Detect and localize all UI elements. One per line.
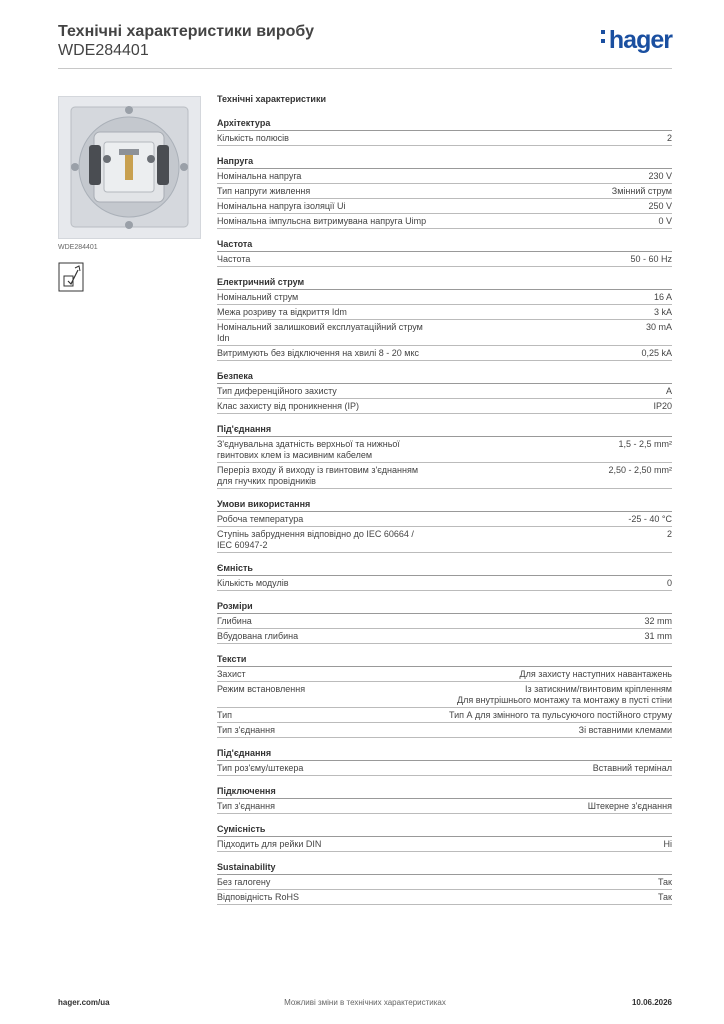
page-title: Технічні характеристики виробу [58,23,314,40]
spec-group-title: Sustainability [217,862,672,875]
spec-row [217,799,672,814]
footer-website: hager.com/ua [58,998,110,1007]
spec-group [217,156,672,229]
spec-label: Частота [217,254,251,264]
spec-value: A [665,386,672,396]
spec-group [217,601,672,644]
spec-row [217,320,672,346]
spec-label: Режим встановлення [217,684,306,694]
spec-value: 0 V [658,216,672,226]
spec-group [217,862,672,905]
spec-value: Із затискним/гвинтовим кріпленням Для внутрішнього монтажу та монтажу в пусті стіни [456,684,672,705]
footer-date: 10.06.2026 [631,998,672,1007]
spec-row [217,437,672,463]
spec-group-title: Частота [217,239,672,252]
spec-label: Ступінь забруднення відповідно до IEC 60664 / IEC 60947-2 [217,529,414,550]
spec-group-title: Розміри [217,601,672,614]
spec-row [217,169,672,184]
spec-label: Номінальний залишковий експлуатаційний струм Idn [217,322,423,343]
spec-value: 1,5 - 2,5 mm² [618,439,672,449]
spec-row [217,527,672,553]
spec-row [217,629,672,644]
spec-label: Витримують без відключення на хвилі 8 - 20 мкс [217,348,419,358]
spec-value: 32 mm [644,616,672,626]
spec-value: 2 [666,529,672,539]
spec-row [217,708,672,723]
spec-label: Тип з'єднання [217,725,275,735]
spec-label: Підходить для рейки DIN [217,839,322,849]
product-image-caption: WDE284401 [58,244,98,251]
spec-label: Кількість полюсів [217,133,289,143]
specifications-section [217,94,672,915]
spec-value: 0 [666,578,672,588]
footer-disclaimer: Можливі зміни в технічних характеристиках [284,998,446,1007]
logo-text: hager [608,26,672,54]
spec-value: 31 mm [644,631,672,641]
spec-value: Зі вставними клемами [578,725,672,735]
spec-row [217,512,672,527]
spec-value: Тип А для змінного та пульсуючого постійного струму [448,710,672,720]
spec-label: Номінальний струм [217,292,299,302]
spec-row [217,837,672,852]
spec-row [217,305,672,320]
spec-label: Тип диференційного захисту [217,386,337,396]
spec-label: Клас захисту від проникнення (IP) [217,401,360,411]
spec-row [217,723,672,738]
spec-group [217,424,672,489]
spec-label: Захист [217,669,246,679]
spec-row [217,463,672,489]
spec-row [217,614,672,629]
spec-value: Для захисту наступних навантажень [519,669,672,679]
spec-row [217,399,672,414]
spec-group-title: Під'єднання [217,748,672,761]
spec-value: IP20 [653,401,672,411]
spec-row [217,346,672,361]
spec-group [217,118,672,146]
spec-value: Так [657,892,672,902]
spec-row [217,761,672,776]
spec-row [217,667,672,682]
spec-row [217,875,672,890]
spec-value: -25 - 40 °C [628,514,672,524]
spec-group [217,563,672,591]
spec-label: Тип роз'єму/штекера [217,763,304,773]
product-code: WDE284401 [58,42,149,59]
spec-group-title: Напруга [217,156,672,169]
spec-row [217,384,672,399]
spec-row [217,252,672,267]
spec-row [217,131,672,146]
spec-label: Номінальна імпульсна витримувана напруга Uimp [217,216,427,226]
spec-row [217,184,672,199]
spec-groups [217,118,672,905]
spec-label: Тип напруги живлення [217,186,311,196]
spec-value: 2 [666,133,672,143]
spec-value: 2,50 - 2,50 mm² [608,465,672,475]
spec-label: Номінальна напруга ізоляції Ui [217,201,346,211]
spec-row [217,682,672,708]
spec-group-title: Умови використання [217,499,672,512]
spec-label: Кількість модулів [217,578,289,588]
spec-value: Штекерне з'єднання [587,801,672,811]
spec-group [217,654,672,738]
rcd-insert-picture [59,97,200,238]
spec-group [217,748,672,776]
spec-value: 30 mA [645,322,672,332]
logo-mark-icon [601,30,606,46]
spec-label: Тип з'єднання [217,801,275,811]
spec-row [217,214,672,229]
hager-logo [601,26,672,55]
specifications-title: Технічні характеристики [217,94,326,104]
spec-label: Робоча температура [217,514,304,524]
spec-value: Змінний струм [611,186,672,196]
spec-label: Вбудована глибина [217,631,299,641]
spec-group-title: Під'єднання [217,424,672,437]
spec-group [217,786,672,814]
spec-value: 230 V [648,171,672,181]
spec-group-title: Безпека [217,371,672,384]
spec-group [217,499,672,553]
spec-group [217,824,672,852]
spec-label: Номінальна напруга [217,171,302,181]
spec-group-title: Сумісність [217,824,672,837]
spec-group-title: Архітектура [217,118,672,131]
spec-label: Межа розриву та відкриття Idm [217,307,347,317]
spec-group [217,371,672,414]
spec-group [217,239,672,267]
flush-mount-icon [58,262,84,292]
spec-group-title: Електричний струм [217,277,672,290]
spec-row [217,199,672,214]
page-header [58,22,672,69]
spec-label: З'єднувальна здатність верхньої та нижньої гвинтових клем із масивним кабелем [217,439,400,460]
spec-row [217,890,672,905]
spec-label: Переріз входу й виходу із гвинтовим з'єднанням для гнучких провідників [217,465,419,486]
spec-value: Вставний термінал [592,763,672,773]
spec-value: 50 - 60 Hz [630,254,672,264]
spec-label: Тип [217,710,233,720]
spec-label: Без галогену [217,877,271,887]
spec-value: Так [657,877,672,887]
spec-value: Ні [663,839,672,849]
product-image [58,96,201,239]
spec-value: 16 A [653,292,672,302]
spec-group [217,277,672,361]
spec-value: 250 V [648,201,672,211]
spec-row [217,290,672,305]
spec-label: Відповідність RoHS [217,892,299,902]
spec-group-title: Тексти [217,654,672,667]
spec-label: Глибина [217,616,252,626]
spec-value: 0,25 kA [641,348,672,358]
spec-row [217,576,672,591]
spec-group-title: Підключення [217,786,672,799]
spec-value: 3 kA [653,307,672,317]
spec-group-title: Ємність [217,563,672,576]
